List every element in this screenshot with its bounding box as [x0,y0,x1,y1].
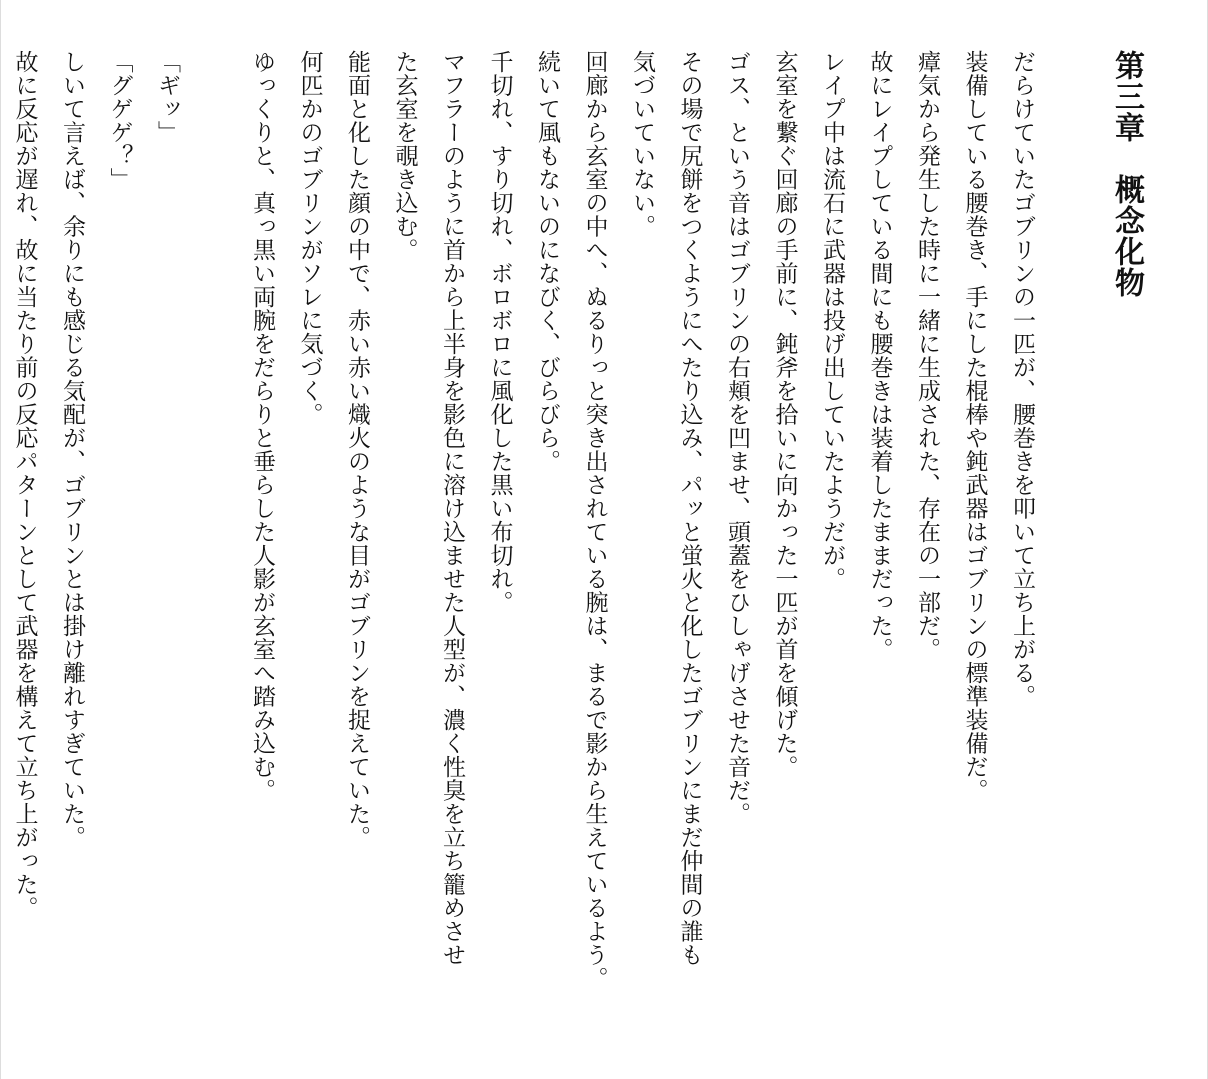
dialogue-line: 「グゲゲ？」 [106,50,133,191]
paragraph: 能面と化した顔の中で、赤い赤い熾火のような目がゴブリンを捉えていた。 [344,50,370,849]
paragraph: ゆっくりと、真っ黒い両腕をだらりと垂らした人影が玄室へ踏み込む。 [249,50,275,802]
paragraph: 故に反応が遅れ、故に当たり前の反応パターンとして武器を構えて立ち上がった。 [11,50,38,920]
paragraph: レイプ中は流石に武器は投げ出していたようだが。 [819,50,845,591]
paragraph: 装備している腰巻き、手にした棍棒や鈍武器はゴブリンの標準装備だ。 [961,50,988,802]
blank-line [190,50,238,1050]
paragraph: しいて言えば、余りにも感じる気配が、ゴブリンとは掛け離れすぎていた。 [59,50,85,849]
chapter-title: 第三章 概念化物 [1109,50,1144,298]
paragraph: 何匹かのゴブリンがソレに気づく。 [296,50,323,426]
paragraph: た玄室を覗き込む。 [391,50,418,262]
paragraph: 故にレイプしている間にも腰巻きは装着したままだった。 [866,50,893,661]
paragraph: 千切れ、すり切れ、ボロボロに風化した黒い布切れ。 [486,50,513,614]
paragraph: ゴス、という音はゴブリンの右頬を凹ませ、頭蓋をひしゃげさせた音だ。 [724,50,750,826]
paragraph: 気づいていない。 [629,50,655,238]
paragraph: 玄室を繋ぐ回廊の手前に、鈍斧を拾いに向かった一匹が首を傾げた。 [771,50,798,779]
vertical-text-body [0,50,1151,1050]
paragraph: 回廊から玄室の中へ、ぬるりっと突き出されている腕は、まるで影から生えているよう。 [581,50,608,990]
paragraph: マフラーのように首から上半身を影色に溶け込ませた人型が、濃く性臭を立ち籠めさせ [439,50,465,967]
paragraph: 続いて風もないのになびく、びらびら。 [534,50,560,473]
paragraph: その場で尻餅をつくようにへたり込み、パッと蛍火と化したゴブリンにまだ仲間の誰も [676,50,703,967]
paragraph: 瘴気から発生した時に一緒に生成された、存在の一部だ。 [914,50,940,661]
paragraph: だらけていたゴブリンの一匹が、腰巻きを叩いて立ち上がる。 [1009,50,1035,708]
dialogue-line: 「ギッ」 [154,50,180,144]
